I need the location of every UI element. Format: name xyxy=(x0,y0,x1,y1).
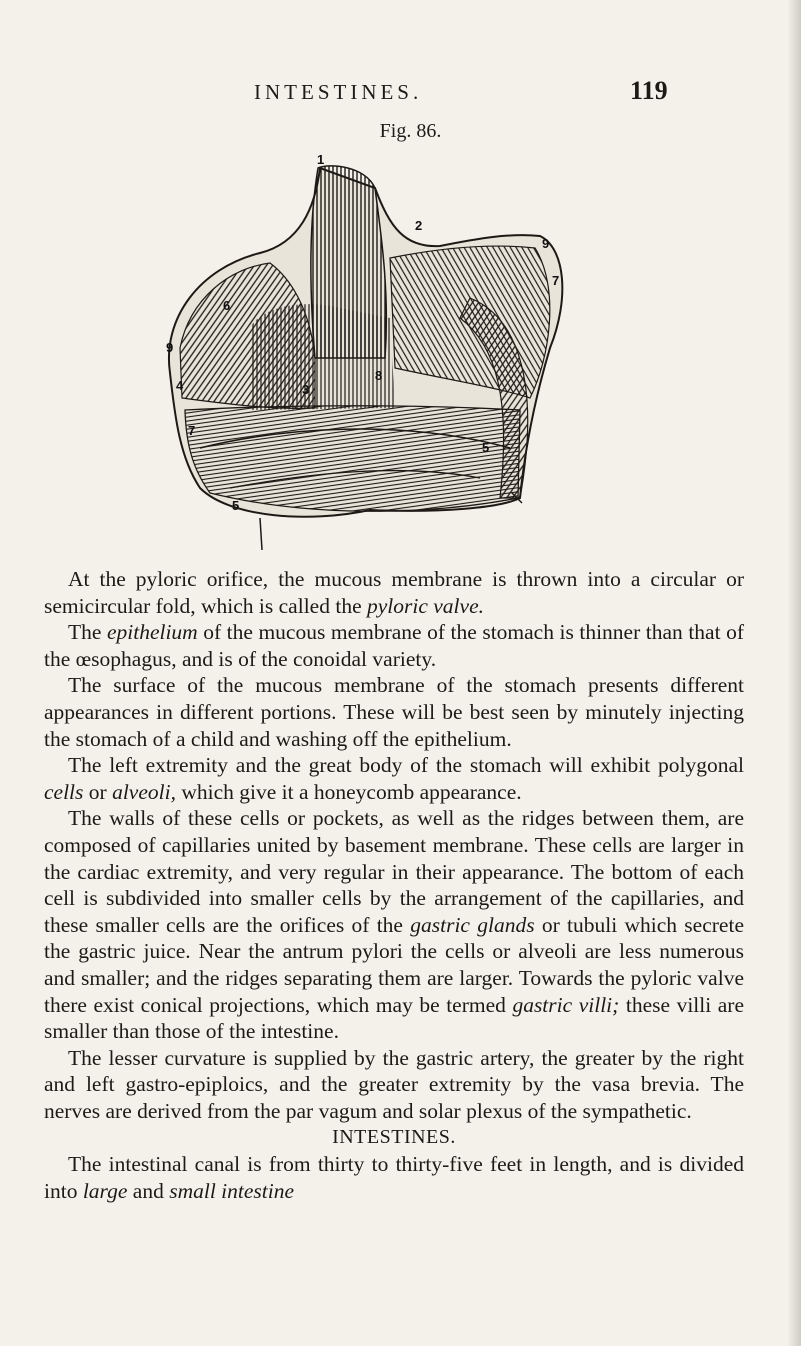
paragraph xyxy=(44,805,744,1044)
italic-term: small intestine xyxy=(169,1178,295,1203)
text-run: The xyxy=(68,620,107,645)
figure-label-5: 5 xyxy=(482,440,490,455)
body-text xyxy=(44,566,744,1204)
italic-term: gastric glands xyxy=(410,912,535,937)
cut-edge xyxy=(260,518,262,550)
stomach-illustration xyxy=(140,148,580,558)
paragraph xyxy=(44,566,744,619)
italic-term: alveoli, xyxy=(112,779,176,804)
text-run: which give it a honeycomb appearance. xyxy=(175,779,522,804)
figure-label-6: 6 xyxy=(223,298,231,313)
page-header xyxy=(0,76,801,120)
central-folds xyxy=(250,304,395,410)
text-run: or xyxy=(83,779,113,804)
section-heading: INTESTINES. xyxy=(332,1126,456,1149)
figure-label-8: 8 xyxy=(375,368,383,383)
text-run: these villi are smaller than those of the intestine. xyxy=(44,992,744,1044)
paragraph: The surface of the mucous membrane of the stomach presents different appearances in different portions. These will be best seen by minutely injecting the stomach of a child and washing off the epithelium. xyxy=(44,673,744,751)
italic-term: large xyxy=(82,1178,128,1203)
page-edge-shadow xyxy=(787,0,801,1346)
text-run: of the mucous membrane of the stomach is thinner than that of the œsophagus, and is of the conoidal variety. xyxy=(44,620,744,671)
figure-label-1: 1 xyxy=(317,152,325,167)
text-run: and xyxy=(127,1178,170,1203)
paragraph xyxy=(44,619,744,672)
figure-label-7: 7 xyxy=(552,273,560,288)
text-run: The left extremity and the great body of the stomach will exhibit polygonal xyxy=(68,753,744,778)
page-number: 119 xyxy=(630,76,668,105)
figure-label-4: 4 xyxy=(176,378,184,393)
figure-caption: Fig. 86. xyxy=(379,120,442,142)
figure-label-9: 9 xyxy=(166,340,174,355)
italic-term: cells xyxy=(44,779,84,804)
italic-term: pyloric valve. xyxy=(366,593,484,618)
figure-label-7: 7 xyxy=(188,423,196,438)
italic-term: gastric villi; xyxy=(512,992,620,1017)
stomach-engraving xyxy=(140,148,580,558)
italic-term: epithelium xyxy=(106,620,198,645)
running-head: INTESTINES. xyxy=(254,80,423,104)
figure-label-9: 9 xyxy=(542,236,550,251)
figure-label-5: 5 xyxy=(232,498,240,513)
text-run: At the pyloric orifice, the mucous membrane is thrown into a circular or semicircular fold, which is called the xyxy=(44,567,744,618)
text-run: or tubuli which secrete the gastric juice. Near the antrum pylori the cells or alveoli are less numerous and smaller; and the ridges separating them are larger. Towards the pyloric valve there exist conical projections, which may be termed xyxy=(44,912,744,1017)
figure-label-2: 2 xyxy=(415,218,423,233)
text-run: The intestinal canal is from thirty to thirty-five feet in length, and is divided into xyxy=(44,1152,744,1203)
text-run: The walls of these cells or pockets, as well as the ridges between them, are composed of capillaries united by basement membrane. These cells are larger in the cardiac extremity, and very regular in their appearance. The bottom of each cell is subdivided into smaller cells by the arrangement of the capillaries, and these smaller cells are the orifices of the xyxy=(44,806,744,937)
lower-folds xyxy=(185,406,520,511)
figure-label-3: 3 xyxy=(302,382,310,397)
paragraph: The lesser curvature is supplied by the gastric artery, the greater by the right and left gastro-epiploics, and the greater extremity by the vasa brevia. The nerves are derived from the par vagum and solar plexus of the sympathetic. xyxy=(44,1045,744,1123)
paragraph xyxy=(44,1151,744,1204)
paragraph xyxy=(44,752,744,805)
